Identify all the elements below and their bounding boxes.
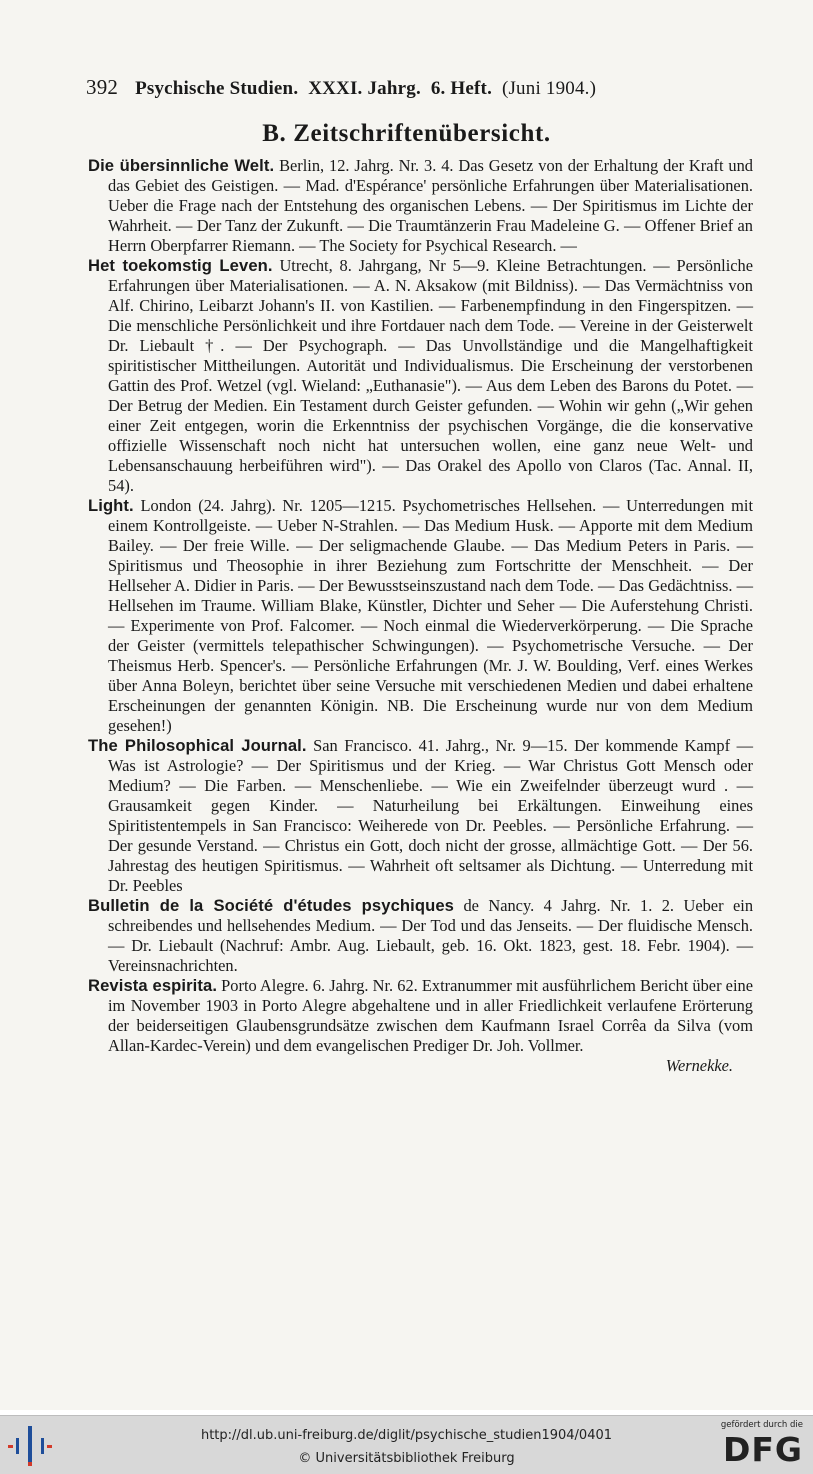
journal-summary: London (24. Jahrg). Nr. 1205—1215. Psychometrisches Hellsehen. — Unterredungen mit einem Kontrollgeiste. — Ueber N-Strahlen. — Das Medium Husk. — Apporte mit dem Medium Bailey. — Der freie Wille. — Der seligmachende Glaube. — Das Medium Peters in Paris. — Spiritismus und Theosophie in ihrer Beziehung zum Fortschritte der Menschheit. — Der Hellseher A. Didier in Paris. — Der Bewusstseinszustand nach dem Tode. — Das Gedächtniss. — Hellsehen im Traume. William Blake, Künstler, Dichter und Seher — Die Auferstehung Christi. — Experimente von Prof. Falcomer. — Noch einmal die Wiederverkörperung. — Die Sprache der Geister (vermittels telepathischer Schwingungen). — Psychometrische Versuche. — Der Theismus Herb. Spencer's. — Persönliche Erfahrungen (Mr. J. W. Boulding, Verf. eines Werkes über Anna Boleyn, berichtet über seine Versuche mit verschiedenen Medien und dabei erhaltene Erscheinungen der genannten Königin. NB. Die Erscheinung wurde nur von dem Medium gesehen!) xyxy=(108,496,754,735)
permalink-url[interactable]: http://dl.ub.uni-freiburg.de/diglit/psychische_studien1904/0401 xyxy=(200,1428,613,1443)
journal-summary: Berlin, 12. Jahrg. Nr. 3. 4. Das Gesetz von der Erhaltung der Kraft und das Gebiet des Geistigen. — Mad. d'Espérance' persönliche Erfahrungen über Materialisationen. Ueber die Frage nach der Entstehung des organischen Lebens. — Der Spiritismus im Lichte der Wahrheit. — Der Tanz der Zukunft. — Die Traumtänzerin Frau Madeleine G. — Offener Brief an Herrn Oberpfarrer Riemann. — The Society for Psychical Research. — xyxy=(108,156,753,255)
author-signature: Wernekke. xyxy=(665,1056,733,1075)
journal-entry xyxy=(88,736,753,896)
journal-title: Die übersinnliche Welt. xyxy=(88,156,275,175)
running-head xyxy=(86,75,726,100)
dfg-caption: gefördert durch die xyxy=(720,1420,803,1430)
viewer-footer xyxy=(0,1415,813,1474)
issue-date: (Juni 1904.) xyxy=(501,78,597,99)
copyright-notice: © Universitätsbibliothek Freiburg xyxy=(298,1451,515,1466)
journal-title: The Philosophical Journal. xyxy=(88,736,307,755)
page-number: 392 xyxy=(86,75,119,99)
journal-entry xyxy=(88,976,753,1056)
journal-title: Revista espirita. xyxy=(88,976,218,995)
journal-entry xyxy=(88,496,753,736)
article-body xyxy=(88,156,753,1076)
journal-title: Light. xyxy=(88,496,134,515)
issue-label: 6. Heft. xyxy=(430,78,493,99)
section-title: B. Zeitschriftenübersicht. xyxy=(262,120,551,147)
journal-title: Het toekomstig Leven. xyxy=(88,256,273,275)
volume-label: XXXI. Jahrg. xyxy=(308,78,421,99)
journal-name: Psychische Studien. xyxy=(135,78,299,99)
journal-entry xyxy=(88,256,753,496)
journal-summary: San Francisco. 41. Jahrg., Nr. 9—15. Der kommende Kampf — Was ist Astrologie? — Der Spiritismus und der Krieg. — War Christus Gott Mensch oder Medium? — Die Farben. — Menschenliebe. — Wie ein Zweifelnder überzeugt wurd . — Grausamkeit gegen Kinder. — Naturheilung bei Erkältungen. Einweihung eines Spiritistentempels in San Francisco: Weiherede von Dr. Peebles. — Persönliche Erfahrung. — Der gesunde Verstand. — Christus ein Gott, doch nicht der grosse, allmächtige Gott. — Der 56. Jahrestag des heutigen Spiritismus. — Wahrheit oft seltsamer als Dichtung. — Unterredung mit Dr. Peebles xyxy=(108,736,753,895)
journal-summary: Porto Alegre. 6. Jahrg. Nr. 62. Extranummer mit ausführlichem Bericht über eine im November 1903 in Porto Alegre abgehaltene und in aller Friedlichkeit verlaufene Erörterung der beiderseitigen Glaubensgrundsätze zwischen dem Kaufmann Israel Corrêa da Silva (vom Allan-Kardec-Verein) und dem evangelischen Prediger Dr. Joh. Vollmer. xyxy=(108,976,753,1055)
dfg-logo: DFG xyxy=(722,1430,803,1469)
journal-entry xyxy=(88,156,753,256)
journal-entry xyxy=(88,896,753,976)
journal-title: Bulletin de la Société d'études psychiques xyxy=(88,896,454,915)
journal-summary: Utrecht, 8. Jahrgang, Nr 5—9. Kleine Betrachtungen. — Persönliche Erfahrungen über Materialisationen. — A. N. Aksakow (mit Bildniss). — Das Vermächtniss von Alf. Chirino, Leibarzt Johann's II. von Kastilien. — Farbenempfindung in den Fingerspitzen. — Die menschliche Persönlichkeit und ihre Fortdauer nach dem Tode. — Vereine in der Geisterwelt Dr. Liebault †. — Der Psychograph. — Das Unvollständige und die Mangelhaftigkeit spiritistischer Mittheilungen. Autorität und Individualismus. Die Erscheinung der verstorbenen Gattin des Prof. Wetzel (vgl. Wieland: „Euthanasie"). — Aus dem Leben des Barons du Potet. — Der Betrug der Medien. Ein Testament durch Geister gefunden. — Wohin wir gehn („Wir gehen einer Zeit entgegen, worin die Erkenntniss der psychischen Vorgänge, die die konservative offizielle Wissenschaft noch nicht hat untersuchen wollen, eine ganz neue Welt- und Lebensanschauung herbeiführen wird"). — Das Orakel des Apollo von Claros (Tac. Annal. II, 54). xyxy=(108,256,754,495)
journal-summary: de Nancy. 4 Jahrg. Nr. 1. 2. Ueber ein schreibendes und hellsehendes Medium. — Der Tod und das Jenseits. — Der fluidische Mensch. — Dr. Liebault (Nachruf: Ambr. Aug. Liebault, geb. 16. Okt. 1823, gest. 18. Febr. 1904). — Vereinsnachrichten. xyxy=(108,896,754,975)
signature-line xyxy=(88,1056,753,1076)
